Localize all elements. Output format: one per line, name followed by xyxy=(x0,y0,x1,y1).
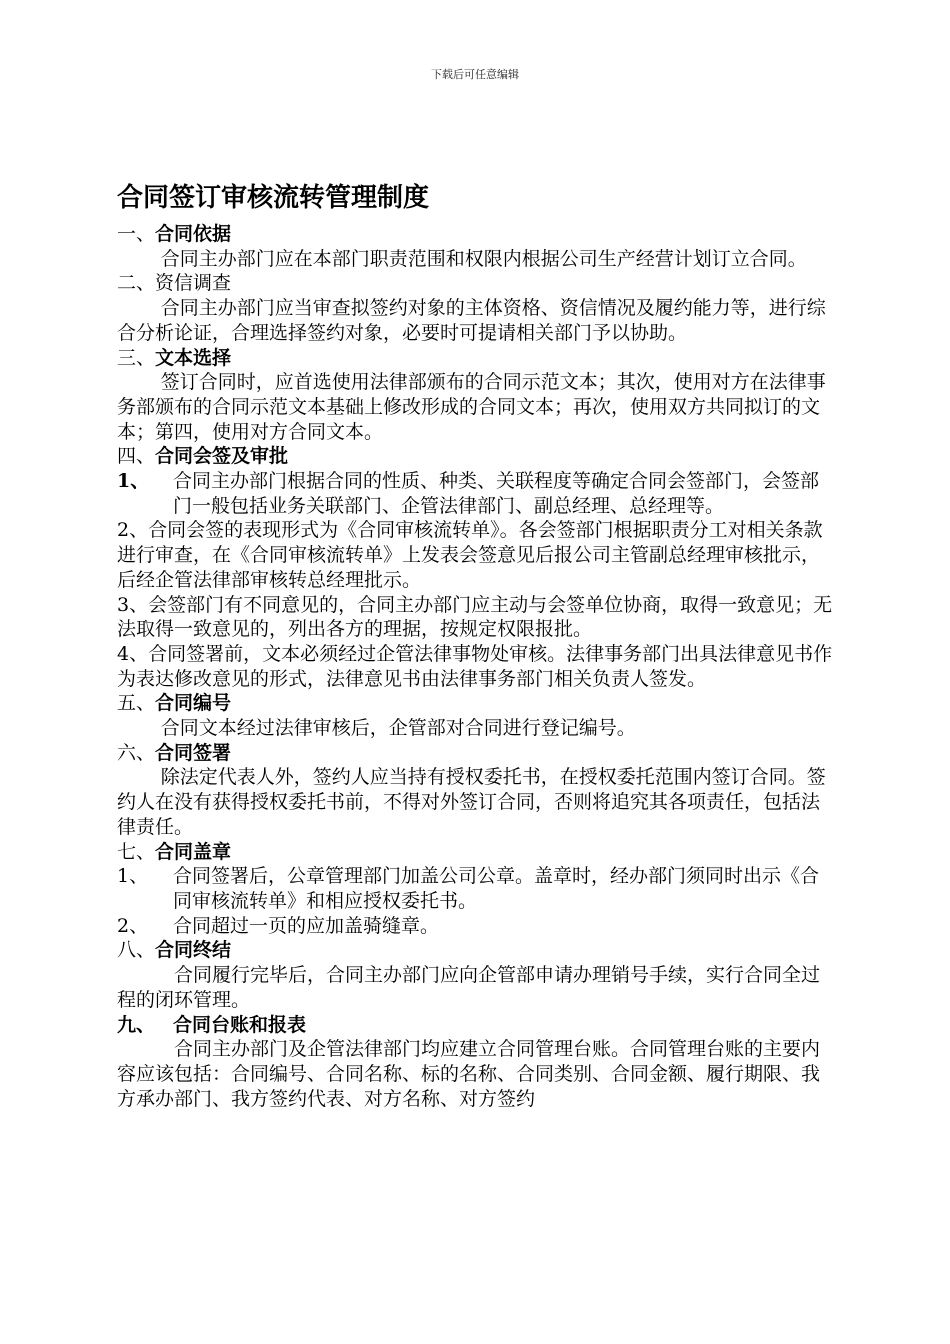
section-7-item-2 xyxy=(117,914,833,939)
section-heading-4 xyxy=(117,444,833,469)
section-title: 文本选择 xyxy=(155,346,232,369)
section-number: 二、 xyxy=(117,272,156,295)
item-number: 2、 xyxy=(117,914,149,937)
item-number: 1、 xyxy=(117,470,150,493)
section-number: 八、 xyxy=(117,939,156,962)
section-title: 合同终结 xyxy=(155,939,232,962)
section-title: 资信调查 xyxy=(155,272,232,295)
section-3-paragraph: 签订合同时，应首选使用法律部颁布的合同示范文本；其次，使用对方在法律事务部颁布的合同示范文本基础上修改形成的合同文本；再次，使用双方共同拟订的文本；第四，使用对方合同文本。 xyxy=(117,371,826,443)
section-title: 合同会签及审批 xyxy=(155,445,289,468)
section-title: 合同盖章 xyxy=(155,840,232,863)
section-number: 三、 xyxy=(117,346,156,369)
section-4-paragraph-2: 2、合同会签的表现形式为《合同审核流转单》。各会签部门根据职责分工对相关条款进行审查，在《合同审核流转单》上发表会签意见后报公司主管副总经理审核批示，后经企管法律部审核转总经理批示。 xyxy=(117,519,823,591)
section-4-item-1 xyxy=(117,469,833,518)
section-4-paragraph-4: 4、合同签署前，文本必须经过企管法律事物处审核。法律事务部门出具法律意见书作为表达修改意见的形式，法律意见书由法律事务部门相关负责人签发。 xyxy=(117,642,833,690)
item-text: 合同超过一页的应加盖骑缝章。 xyxy=(173,914,440,937)
page-title: 合同签订审核流转管理制度 xyxy=(117,183,430,213)
section-4-paragraph-3: 3、会签部门有不同意见的，合同主办部门应主动与会签单位协商，取得一致意见；无法取得一致意见的，列出各方的理据，按规定权限报批。 xyxy=(117,593,833,641)
section-heading-9 xyxy=(117,1013,833,1038)
section-heading-8 xyxy=(117,938,833,963)
section-heading-1 xyxy=(117,222,833,247)
item-number: 1、 xyxy=(117,865,149,888)
section-1-paragraph: 合同主办部门应在本部门职责范围和权限内根据公司生产经营计划订立合同。 xyxy=(160,247,807,270)
section-number: 一、 xyxy=(117,223,156,245)
section-heading-5 xyxy=(117,691,833,716)
header-note: 下载后可任意编辑 xyxy=(431,68,519,81)
section-title: 合同台账和报表 xyxy=(173,1013,307,1036)
item-text: 合同主办部门根据合同的性质、种类、关联程度等确定合同会签部门，会签部门一般包括业务关联部门、企管法律部门、副总经理、总经理等。 xyxy=(173,470,820,517)
section-5-paragraph: 合同文本经过法律审核后，企管部对合同进行登记编号。 xyxy=(160,717,636,740)
section-7-item-1 xyxy=(117,864,833,913)
section-heading-6 xyxy=(117,741,833,766)
section-2-paragraph: 合同主办部门应当审查拟签约对象的主体资格、资信情况及履约能力等，进行综合分析论证，合理选择签约对象，必要时可提请相关部门予以协助。 xyxy=(117,297,826,344)
item-text: 合同签署后，公章管理部门加盖公司公章。盖章时，经办部门须同时出示《合同审核流转单》和相应授权委托书。 xyxy=(173,865,820,912)
section-heading-2 xyxy=(117,271,833,296)
section-8-paragraph: 合同履行完毕后，合同主办部门应向企管部申请办理销号手续，实行合同全过程的闭环管理。 xyxy=(117,964,821,1011)
section-heading-7 xyxy=(117,840,833,865)
section-6-paragraph: 除法定代表人外，签约人应当持有授权委托书，在授权委托范围内签订合同。签约人在没有获得授权委托书前，不得对外签订合同，否则将追究其各项责任，包括法律责任。 xyxy=(117,766,826,838)
section-number: 四、 xyxy=(117,445,156,468)
document-body xyxy=(117,222,833,1111)
section-number: 九、 xyxy=(117,1013,156,1036)
section-title: 合同依据 xyxy=(155,223,232,245)
section-heading-3 xyxy=(117,346,833,371)
section-9-paragraph: 合同主办部门及企管法律部门均应建立合同管理台账。合同管理台账的主要内容应该包括：合同编号、合同名称、标的名称、合同类别、合同金额、履行期限、我方承办部门、我方签约代表、对方名称、对方签约 xyxy=(117,1038,821,1110)
section-number: 七、 xyxy=(117,840,156,863)
section-title: 合同签署 xyxy=(155,741,232,764)
section-number: 六、 xyxy=(117,741,156,764)
section-title: 合同编号 xyxy=(155,692,232,715)
section-number: 五、 xyxy=(117,692,156,715)
